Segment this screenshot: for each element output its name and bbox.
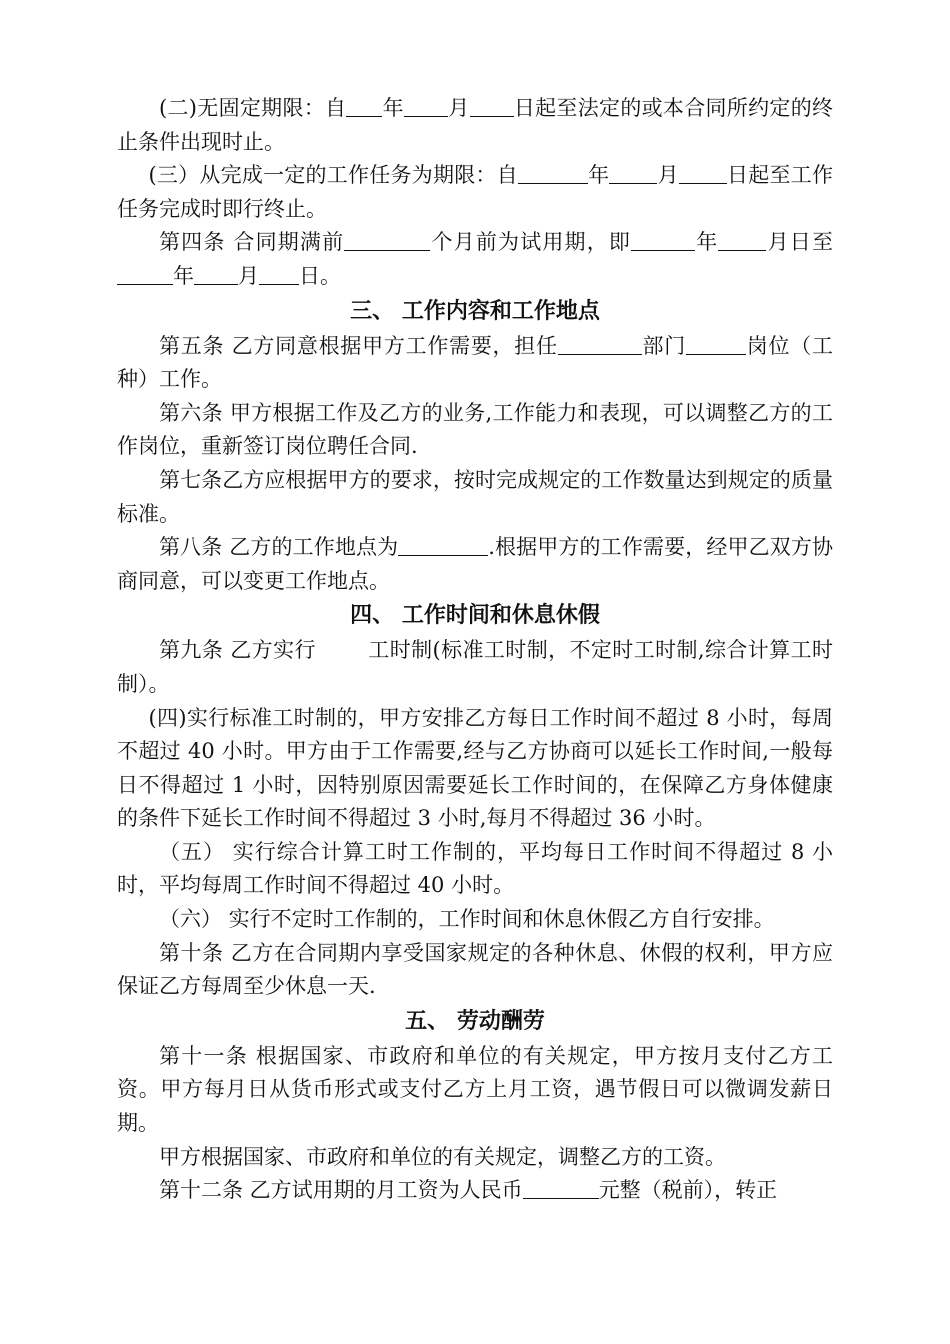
text: 第四条 合同期满前: [159, 230, 345, 255]
text: 第十二条 乙方试用期的月工资为人民币: [159, 1178, 523, 1203]
text: 月: [447, 96, 470, 120]
text: 岗位（工种）工作。: [117, 333, 834, 392]
text: 第九条 乙方实行: [159, 638, 316, 663]
text: 月: [238, 263, 259, 288]
blank-day[interactable]: [470, 95, 514, 117]
blank-position[interactable]: [686, 333, 746, 355]
blank-month[interactable]: [404, 95, 448, 117]
text: .根据甲方的工作需要，经甲乙双方协商同意，可以变更工作地点。: [117, 535, 833, 593]
article-5: [117, 330, 833, 397]
article-7: 第七条乙方应根据甲方的要求，按时完成规定的工作数量达到规定的质量标准。: [117, 467, 833, 526]
blank-months[interactable]: [344, 229, 430, 251]
article-8: [117, 531, 833, 598]
article-12: [117, 1174, 833, 1208]
blank-year[interactable]: [631, 229, 695, 251]
blank-workplace[interactable]: [398, 534, 488, 556]
contract-page: [117, 92, 833, 1208]
clause-flexible-hours: （六） 实行不定时工作制的，工作时间和休息休假乙方自行安排。: [159, 907, 775, 932]
blank-month[interactable]: [194, 263, 238, 285]
text: 月: [657, 163, 679, 188]
clause-salary-adjust: 甲方根据国家、市政府和单位的有关规定，调整乙方的工资。: [159, 1144, 726, 1169]
text: 第五条 乙方同意根据甲方工作需要，担任: [159, 333, 558, 358]
text: 第八条 乙方的工作地点为: [159, 535, 399, 560]
article-11: 第十一条 根据国家、市政府和单位的有关规定，甲方按月支付乙方工资。甲方每月日从货币形式或支付乙方上月工资，遇节假日可以微调发薪日期。: [117, 1043, 833, 1136]
text: 日起至法定的或本合同所约定的终止条件出现时止。: [117, 96, 833, 154]
text: 年: [695, 230, 719, 255]
text: (二)无固定期限：自: [159, 96, 347, 120]
blank-year[interactable]: [117, 263, 173, 285]
text: 年: [173, 263, 194, 288]
blank-month[interactable]: [609, 162, 657, 184]
text: (三）从完成一定的工作任务为期限：自: [148, 163, 518, 188]
clause-comprehensive-hours: （五） 实行综合计算工时工作制的，平均每日工作时间不得超过 8 小时，平均每周工作时间不得超过 40 小时。: [117, 839, 833, 898]
article-9: [117, 634, 833, 701]
blank-day[interactable]: [679, 162, 727, 184]
text: 月日至: [766, 230, 833, 255]
blank-month[interactable]: [718, 229, 766, 251]
text: 工时制(标准工时制，不定时工时制,综合计算工时制）。: [117, 638, 833, 696]
blank-department[interactable]: [558, 333, 642, 355]
text: 日起至工作任务完成时即行终止。: [117, 163, 833, 221]
clause-task-term: [117, 159, 833, 226]
blank-day[interactable]: [259, 263, 299, 285]
section-heading-5: 五、 劳动酬劳: [405, 1008, 545, 1034]
article-4: [117, 226, 833, 293]
text: 元整（税前），转正: [598, 1178, 778, 1203]
text: 部门: [641, 333, 687, 358]
section-heading-3: 三、 工作内容和工作地点: [350, 298, 600, 324]
text: 年: [587, 163, 610, 188]
blank-year[interactable]: [346, 95, 382, 117]
text: 年: [382, 96, 404, 120]
blank-salary[interactable]: [523, 1177, 599, 1199]
section-heading-4: 四、 工作时间和休息休假: [350, 603, 600, 629]
clause-indefinite-term: [117, 92, 833, 159]
blank-year[interactable]: [518, 162, 588, 184]
article-6: 第六条 甲方根据工作及乙方的业务,工作能力和表现，可以调整乙方的工作岗位，重新签订岗位聘任合同.: [117, 400, 833, 459]
clause-standard-hours: (四)实行标准工时制的，甲方安排乙方每日工作时间不超过 8 小时，每周不超过 40 小时。甲方由于工作需要,经与乙方协商可以延长工作时间,一般每日不得超过 1 小时，因特别原因需要延长工作时间的，在保障乙方身体健康的条件下延长工作时间不得超过 3 小时,每月不得超过 36 小时。: [117, 705, 833, 831]
article-10: 第十条 乙方在合同期内享受国家规定的各种休息、休假的权利，甲方应保证乙方每周至少休息一天.: [117, 940, 833, 999]
text: 日。: [299, 263, 341, 288]
text: 个月前为试用期，即: [430, 230, 632, 255]
